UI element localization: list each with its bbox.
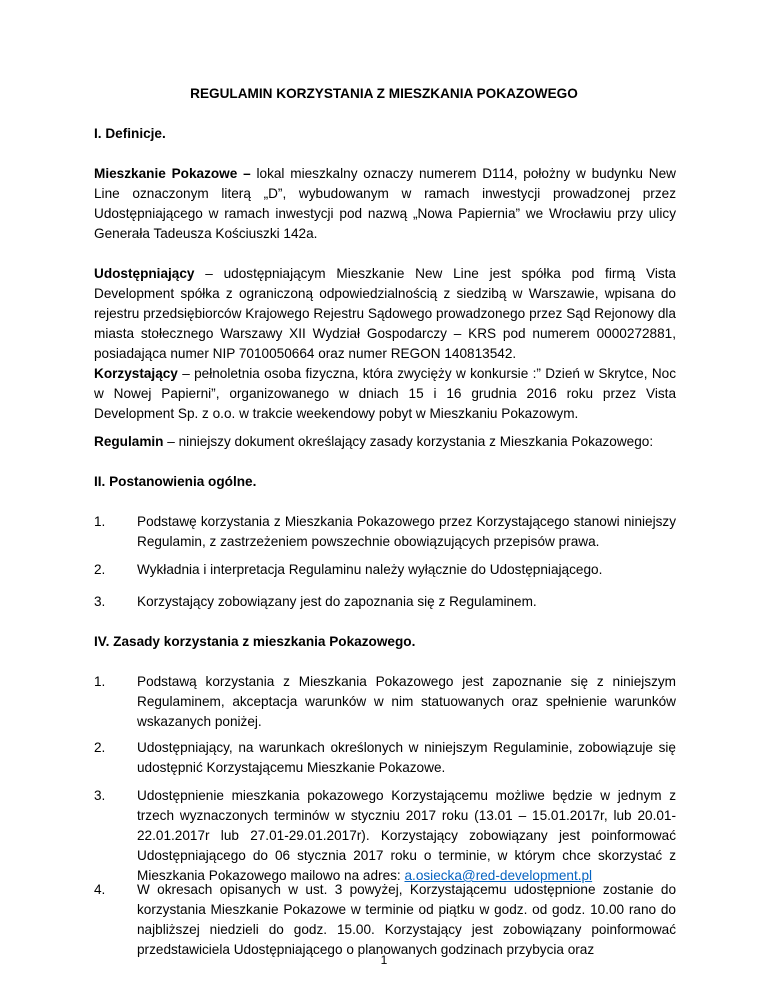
definition-text: – niniejszy dokument określający zasady korzystania z Mieszkania Pokazowego: <box>163 434 654 449</box>
definition-term: Udostępniający <box>94 266 195 281</box>
list-item-text: Wykładnia i interpretacja Regulaminu należy wyłącznie do Udostępniającego. <box>137 562 603 577</box>
definition-korzystajacy <box>94 364 676 424</box>
list-item-body: Udostępnienie mieszkania pokazowego Korzystającemu możliwe będzie w jednym z trzech wyznaczonych terminów w styczniu 2017 roku (13.01 – 15.01.2017r, lub 20.01-22.01.2017r lub 27.01-29.01.2017r). Korzystający zobowiązany jest poinformować Udostępniającego do 06 stycznia 2017 roku o terminie, w którym chce skorzystać z Mieszkania Pokazowego mailowo na adres: <box>137 788 676 883</box>
list-item-text: Podstawą korzystania z Mieszkania Pokazowego jest zapoznanie się z niniejszym Regulaminem, akceptacja warunków w nim statuowanych oraz spełnienie warunków wskazanych poniżej. <box>137 674 676 729</box>
list-item-number: 2. <box>94 562 106 577</box>
definition-udostepniajacy <box>94 264 676 364</box>
list-item-text: Udostępniający, na warunkach określonych w niniejszym Regulaminie, zobowiązuje się udostępnić Korzystającemu Mieszkanie Pokazowe. <box>137 740 676 775</box>
definition-text: – udostępniającym Mieszkanie New Line jest spółka pod firmą Vista Development spółka z ograniczoną odpowiedzialnością z siedzibą w Warszawie, wpisana do rejestru przedsiębiorców Krajowego Rejestru Sądowego prowadzonego przez Sąd Rejonowy dla miasta stołecznego Warszawy XII Wydział Gospodarczy – KRS pod numerem 0000272881, posiadająca numer NIP 7010050664 oraz numer REGON 140813542. <box>94 266 676 361</box>
definition-text: lokal mieszkalny oznaczy numerem D114, położny w budynku New Line oznaczonym literą „D”, wybudowanym w ramach inwestycji prowadzonej przez Udostępniającego w ramach inwestycji pod nazwą „Nowa Papiernia” we Wrocławiu przy ulicy Generała Tadeusza Kościuszki 142a. <box>94 166 676 241</box>
list-item-text: W okresach opisanych w ust. 3 powyżej, Korzystającemu udostępnione zostanie do korzystania Mieszkanie Pokazowe w terminie od piątku w godz. od godz. 10.00 rano do najbliższej niedzieli do godz. 15.00. Korzystający jest zobowiązany poinformować przedstawiciela Udostępniającego o planowanych godzinach przybycia oraz <box>137 882 676 957</box>
section-heading-definitions: I. Definicje. <box>94 126 166 141</box>
definition-text: – pełnoletnia osoba fizyczna, która zwycięży w konkursie :” Dzień w Skrytce, Noc w Nowej Papierni”, organizowanego w dniach 15 i 16 grudnia 2016 roku przez Vista Development Sp. z o.o. w trakcie weekendowy pobyt w Mieszkaniu Pokazowym. <box>94 366 676 421</box>
list-item-text: Korzystający zobowiązany jest do zapoznania się z Regulaminem. <box>137 594 537 609</box>
list-item-number: 2. <box>94 740 106 755</box>
definition-regulamin <box>94 432 676 452</box>
list-item-text <box>137 786 676 886</box>
list-item-number: 4. <box>94 882 106 897</box>
section-heading-rules: IV. Zasady korzystania z mieszkania Pokazowego. <box>94 634 416 649</box>
page-number: 1 <box>380 953 388 967</box>
definition-term: Regulamin <box>94 434 164 449</box>
list-item-number: 3. <box>94 788 106 803</box>
document-title: REGULAMIN KORZYSTANIA Z MIESZKANIA POKAZOWEGO <box>190 86 578 101</box>
list-item-number: 1. <box>94 674 106 689</box>
definition-term: Mieszkanie Pokazowe – <box>94 166 251 181</box>
definition-term: Korzystający <box>94 366 178 381</box>
list-item-number: 1. <box>94 514 106 529</box>
section-heading-general: II. Postanowienia ogólne. <box>94 474 257 489</box>
list-item-number: 3. <box>94 594 106 609</box>
email-link[interactable]: a.osiecka@red-development.pl <box>404 868 593 883</box>
definition-mieszkanie <box>94 164 676 244</box>
list-item-text: Podstawę korzystania z Mieszkania Pokazowego przez Korzystającego stanowi niniejszy Regulamin, z zastrzeżeniem powszechnie obowiązujących przepisów prawa. <box>137 514 676 549</box>
